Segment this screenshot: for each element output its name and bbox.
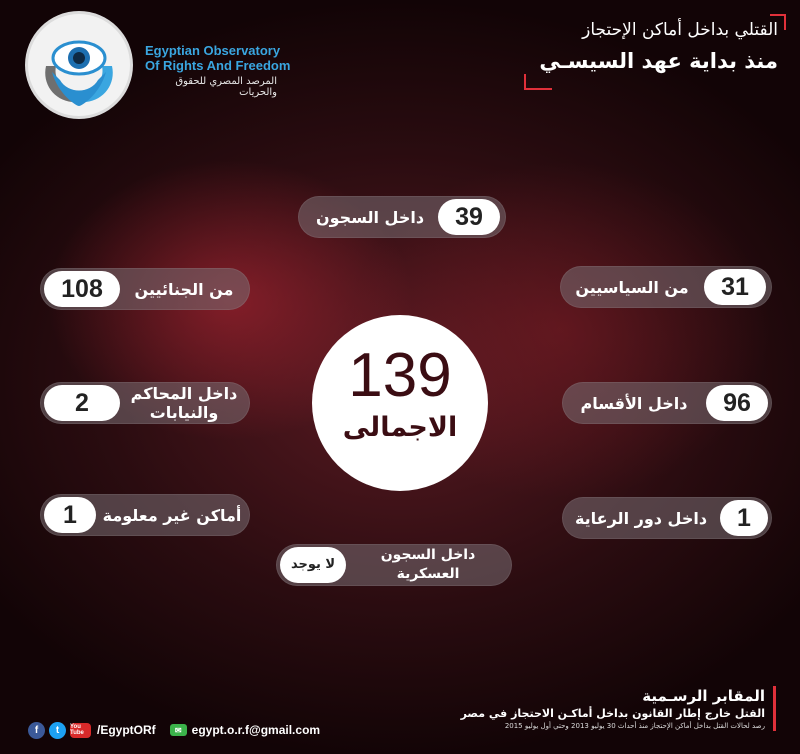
social-handle[interactable]: /EgyptORf: [97, 723, 156, 737]
stat-stations: [562, 382, 772, 424]
total-label: الاجمالى: [342, 412, 458, 443]
logo-emblem-icon: [28, 14, 130, 116]
stat-politicals-value: 31: [704, 269, 766, 305]
footer-campaign: [461, 686, 776, 731]
twitter-icon[interactable]: t: [49, 722, 66, 739]
title-block: [478, 18, 778, 76]
title-line1: القتلي بداخل أماكن الإحتجاز: [582, 20, 778, 40]
title-line2: منذ بداية عهد السيسـي: [539, 49, 778, 73]
logo-text: [145, 44, 290, 99]
footer-contacts: [28, 720, 320, 740]
logo-title-en: Egyptian Observatory: [145, 43, 281, 58]
logo-title-ar: المرصد المصري للحقوق والحريات: [175, 75, 277, 99]
stat-military-value: لا يوجد: [280, 547, 346, 583]
stat-care-homes: [562, 497, 772, 539]
stat-military-label: داخل السجون العسكرية: [380, 547, 476, 582]
stat-prisons-label: داخل السجون: [315, 207, 425, 227]
stat-unknown: [40, 494, 250, 536]
stat-criminals-label: من الجنائيين: [134, 279, 234, 299]
mail-icon: ✉: [170, 724, 187, 736]
stat-politicals-label: من السياسيين: [575, 277, 689, 297]
stat-stations-label: داخل الأقسام: [580, 393, 688, 413]
campaign-subtitle: القتل خارج إطار القانون بداخل أماكـن الاحتجاز في مصر: [460, 707, 765, 720]
stat-criminals-value: 108: [44, 271, 120, 307]
logo-subtitle-en: Of Rights And Freedom: [145, 57, 291, 73]
facebook-icon[interactable]: f: [28, 722, 45, 739]
stat-prisons: [298, 196, 506, 238]
stat-stations-value: 96: [706, 385, 768, 421]
logo: [28, 14, 130, 116]
campaign-note: رصد لحالات القتل بداخل أماكن الإحتجاز منذ أحداث 30 يوليو 2013 وحتي أول يوليو 2015: [504, 722, 765, 730]
stat-courts-value: 2: [44, 385, 120, 421]
stat-unknown-value: 1: [44, 497, 96, 533]
contact-email[interactable]: egypt.o.r.f@gmail.com: [191, 723, 321, 737]
stat-courts: [40, 382, 250, 424]
total-circle: [312, 315, 488, 491]
stat-care-homes-label: داخل دور الرعاية: [574, 508, 708, 528]
campaign-title: المقابر الرسـمية: [642, 687, 765, 705]
stat-criminals: [40, 268, 250, 310]
stat-prisons-value: 39: [438, 199, 500, 235]
stat-military: [276, 544, 512, 586]
title-bracket-bottom: [524, 74, 552, 90]
stat-courts-label: داخل المحاكم والنيابات: [130, 384, 238, 422]
youtube-icon[interactable]: You Tube: [70, 723, 91, 738]
total-value: 139: [348, 341, 452, 410]
stat-care-homes-value: 1: [720, 500, 768, 536]
stat-unknown-label: أماكن غير معلومة: [102, 505, 242, 525]
stat-politicals: [560, 266, 772, 308]
